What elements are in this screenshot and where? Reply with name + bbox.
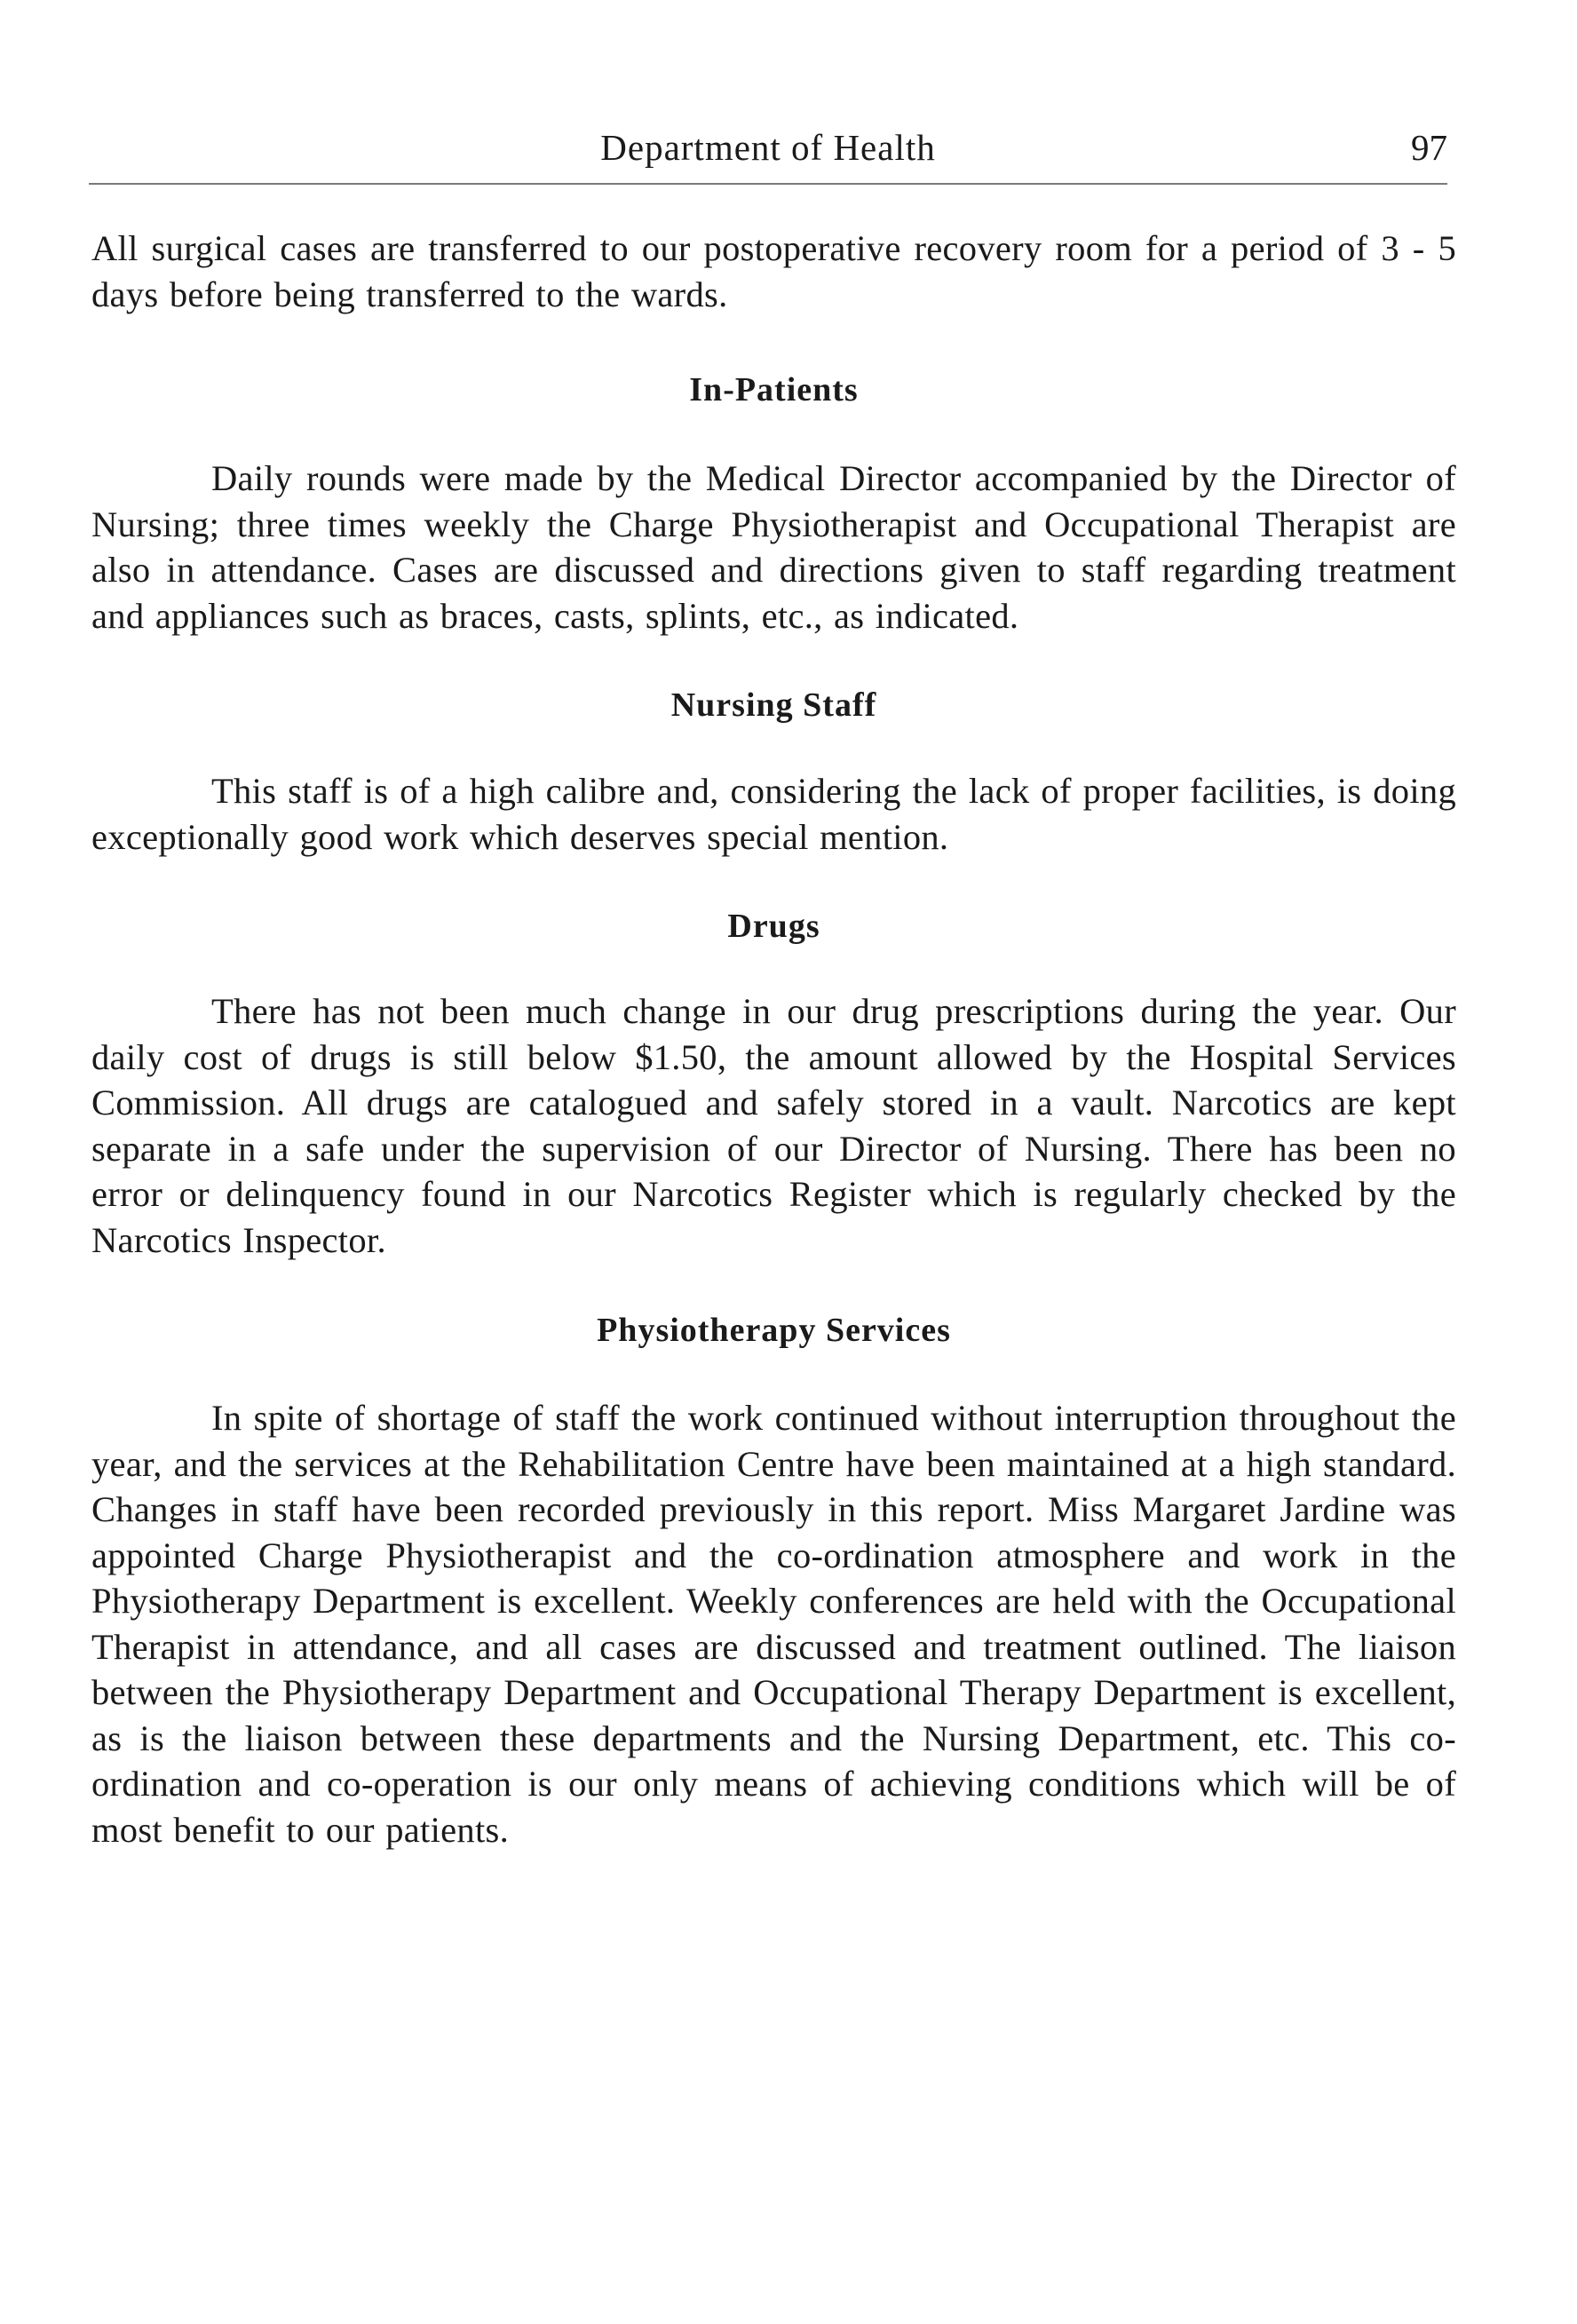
section-heading-physiotherapy-services: Physiotherapy Services — [597, 1312, 951, 1349]
section-paragraph-nursing-staff: This staff is of a high calibre and, considering the lack of proper facilities, is doing exceptionally good work which deserves special mention. — [91, 771, 1456, 857]
section-heading-in-patients: In-Patients — [689, 371, 859, 408]
section-paragraph-physiotherapy-services: In spite of shortage of staff the work continued without interruption throughout the year, and the services at the Rehabilitation Centre have been maintained at a high standard. Changes in staff have been recorded previously in this report. Miss Margaret Jardine was appointed Charge Physiotherapist and the co-ordination atmosphere and work in the Physiotherapy Department is excellent. Weekly conferences are held with the Occupational Therapist in attendance, and all cases are discussed and treatment outlined. The liaison between the Physiotherapy Department and Occupational Therapy Department is excellent, as is the liaison between these departments and the Nursing Department, etc. This co-ordination and co-operation is our only means of achieving conditions which will be of most benefit to our patients. — [91, 1398, 1456, 1850]
section-heading-nursing-staff: Nursing Staff — [670, 686, 877, 724]
section-heading-drugs: Drugs — [727, 908, 820, 945]
intro-paragraph: All surgical cases are transferred to our postoperative recovery room for a period of 3 - 5 days before being transferred to the wards. — [91, 228, 1456, 314]
section-paragraph-drugs: There has not been much change in our drug prescriptions during the year. Our daily cost of drugs is still below $1.50, the amount allowed by the Hospital Services Commission. All drugs are catalogued and safely stored in a vault. Narcotics are kept separate in a safe under the supervision of our Director of Nursing. There has been no error or delinquency found in our Narcotics Register which is regularly checked by the Narcotics Inspector. — [91, 991, 1456, 1260]
running-title: Department of Health — [600, 127, 936, 168]
section-paragraph-in-patients: Daily rounds were made by the Medical Director accompanied by the Director of Nursing; three times weekly the Charge Physiotherapist and Occupational Therapist are also in attendance. Cases are discussed and directions given to staff regarding treatment and appliances such as braces, casts, splints, etc., as indicated. — [91, 458, 1456, 636]
body-text — [91, 226, 1456, 1852]
page-number: 97 — [1411, 127, 1447, 168]
header-rule — [89, 183, 1447, 185]
running-header — [89, 124, 1447, 178]
